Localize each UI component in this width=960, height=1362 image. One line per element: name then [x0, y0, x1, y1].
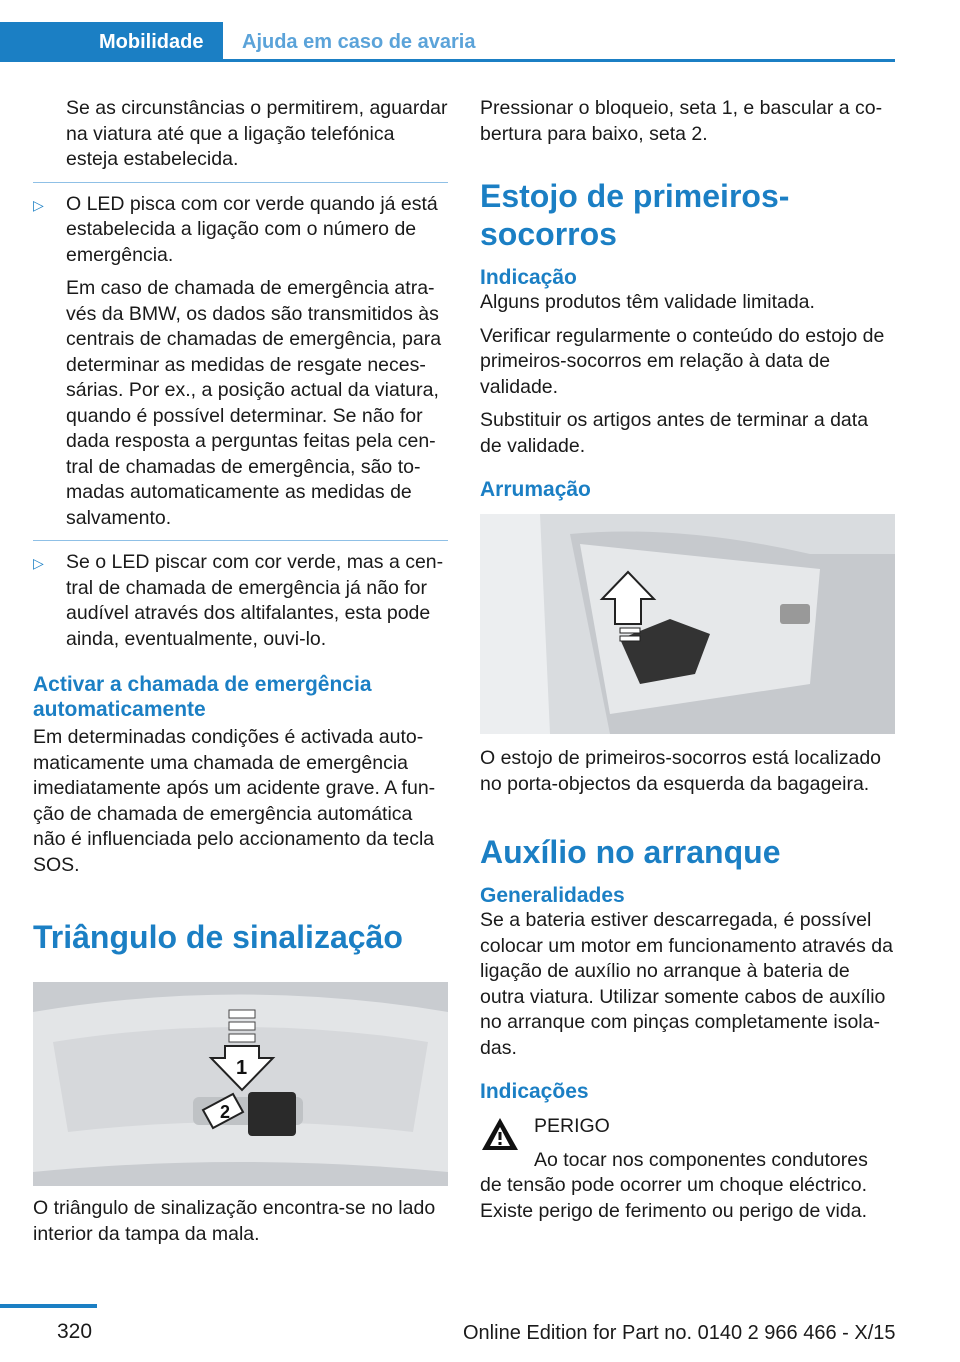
paragraph: Pressionar o bloqueio, seta 1, e bascular a cobertura para baixo, seta 2.	[480, 97, 883, 145]
bullet-triangle-icon: ▷	[33, 555, 44, 571]
right-column	[480, 96, 895, 1224]
edition-note: Online Edition for Part no. 0140 2 966 466 - X/15	[463, 1322, 896, 1344]
section-title[interactable]: Ajuda em caso de avaria	[242, 31, 476, 53]
heading-first-aid-kit: Estojo de primeiros-socorros	[480, 178, 790, 252]
heading-jump-start: Auxílio no arranque	[480, 834, 781, 870]
left-column	[33, 96, 448, 1255]
subheading-indicacoes: Indicações	[480, 1080, 589, 1103]
header	[0, 0, 895, 62]
danger-text: Ao tocar nos componentes condutores	[534, 1148, 868, 1171]
page-number: 320	[57, 1320, 93, 1343]
header-divider	[223, 59, 895, 62]
trunk-lid-figure	[33, 982, 448, 1186]
danger-notice	[480, 1114, 895, 1224]
paragraph: Alguns produtos têm validade limitada.	[480, 291, 815, 313]
paragraph: Substituir os artigos antes de terminar a data de validade.	[480, 409, 869, 457]
trunk-lid-illustration	[33, 982, 448, 1186]
paragraph: O estojo de primeiros-socorros está localizado no porta-objectos da esquerda da bagageira.	[480, 747, 882, 795]
paragraph: O triângulo de sinalização encontra-se no lado interior da tampa da mala.	[33, 1197, 436, 1245]
danger-text-cont: de tensão pode ocorrer um choque eléctrico. Existe perigo de ferimento ou perigo de vida.	[480, 1174, 867, 1222]
footer-divider	[0, 1304, 97, 1308]
warning-triangle-icon	[480, 1116, 520, 1152]
list-item	[33, 192, 448, 532]
list-item-text: Em caso de chamada de emergência através da BMW, os dados são transmitidos às centrais de chamadas de emergência, para determinar as medidas de resgate necessárias. Por ex., a posição actual da viatura, quando é possível determinar. Se não for dada resposta a perguntas feitas pela central de chamadas de emergência, são tomadas automaticamente as medidas de salvamento.	[66, 277, 442, 529]
figure-label-2: 2	[220, 1102, 231, 1122]
list-item	[33, 550, 448, 652]
divider	[33, 540, 448, 541]
paragraph: Se a bateria estiver descarregada, é possível colocar um motor em funcionamento através da ligação de auxílio no arranque à bateria de outra viatura. Utilizar somente cabos de auxílio no arranque com pinças completamente isoladas.	[480, 909, 893, 1059]
first-aid-compartment-figure	[480, 514, 895, 734]
paragraph: Em determinadas condições é activada automaticamente uma chamada de emergência imediatamente após um acidente grave. A função de chamada de emergência automática não é influenciada pelo accionamento da tecla SOS.	[33, 726, 436, 876]
tab-mobilidade-label: Mobilidade	[99, 31, 204, 53]
bullet-triangle-icon: ▷	[33, 196, 44, 213]
divider	[33, 182, 448, 183]
subheading-arrumacao: Arrumação	[480, 478, 591, 501]
subheading-indicacao: Indicação	[480, 266, 577, 289]
subheading-auto-call: Activar a chamada de emergência automaticamente	[33, 673, 372, 721]
list-item-text: Se o LED piscar com cor verde, mas a central de chamada de emergência já não for audível através dos altifalantes, esta pode ainda, eventualmente, ouvi-lo.	[66, 551, 444, 650]
subheading-generalidades: Generalidades	[480, 884, 625, 907]
heading-warning-triangle: Triângulo de sinalização	[33, 919, 403, 955]
paragraph: Verificar regularmente o conteúdo do estojo de primeiros-socorros em relação à data de validade.	[480, 324, 885, 398]
figure-label-1: 1	[236, 1057, 248, 1079]
list-item-text: O LED pisca com cor verde quando já está estabelecida a ligação com o número de emergência.	[66, 192, 438, 266]
paragraph: Se as circunstâncias o permitirem, aguardar na viatura até que a ligação telefónica esteja estabelecida.	[66, 97, 448, 170]
compartment-illustration	[480, 514, 895, 734]
danger-title: PERIGO	[534, 1115, 610, 1137]
